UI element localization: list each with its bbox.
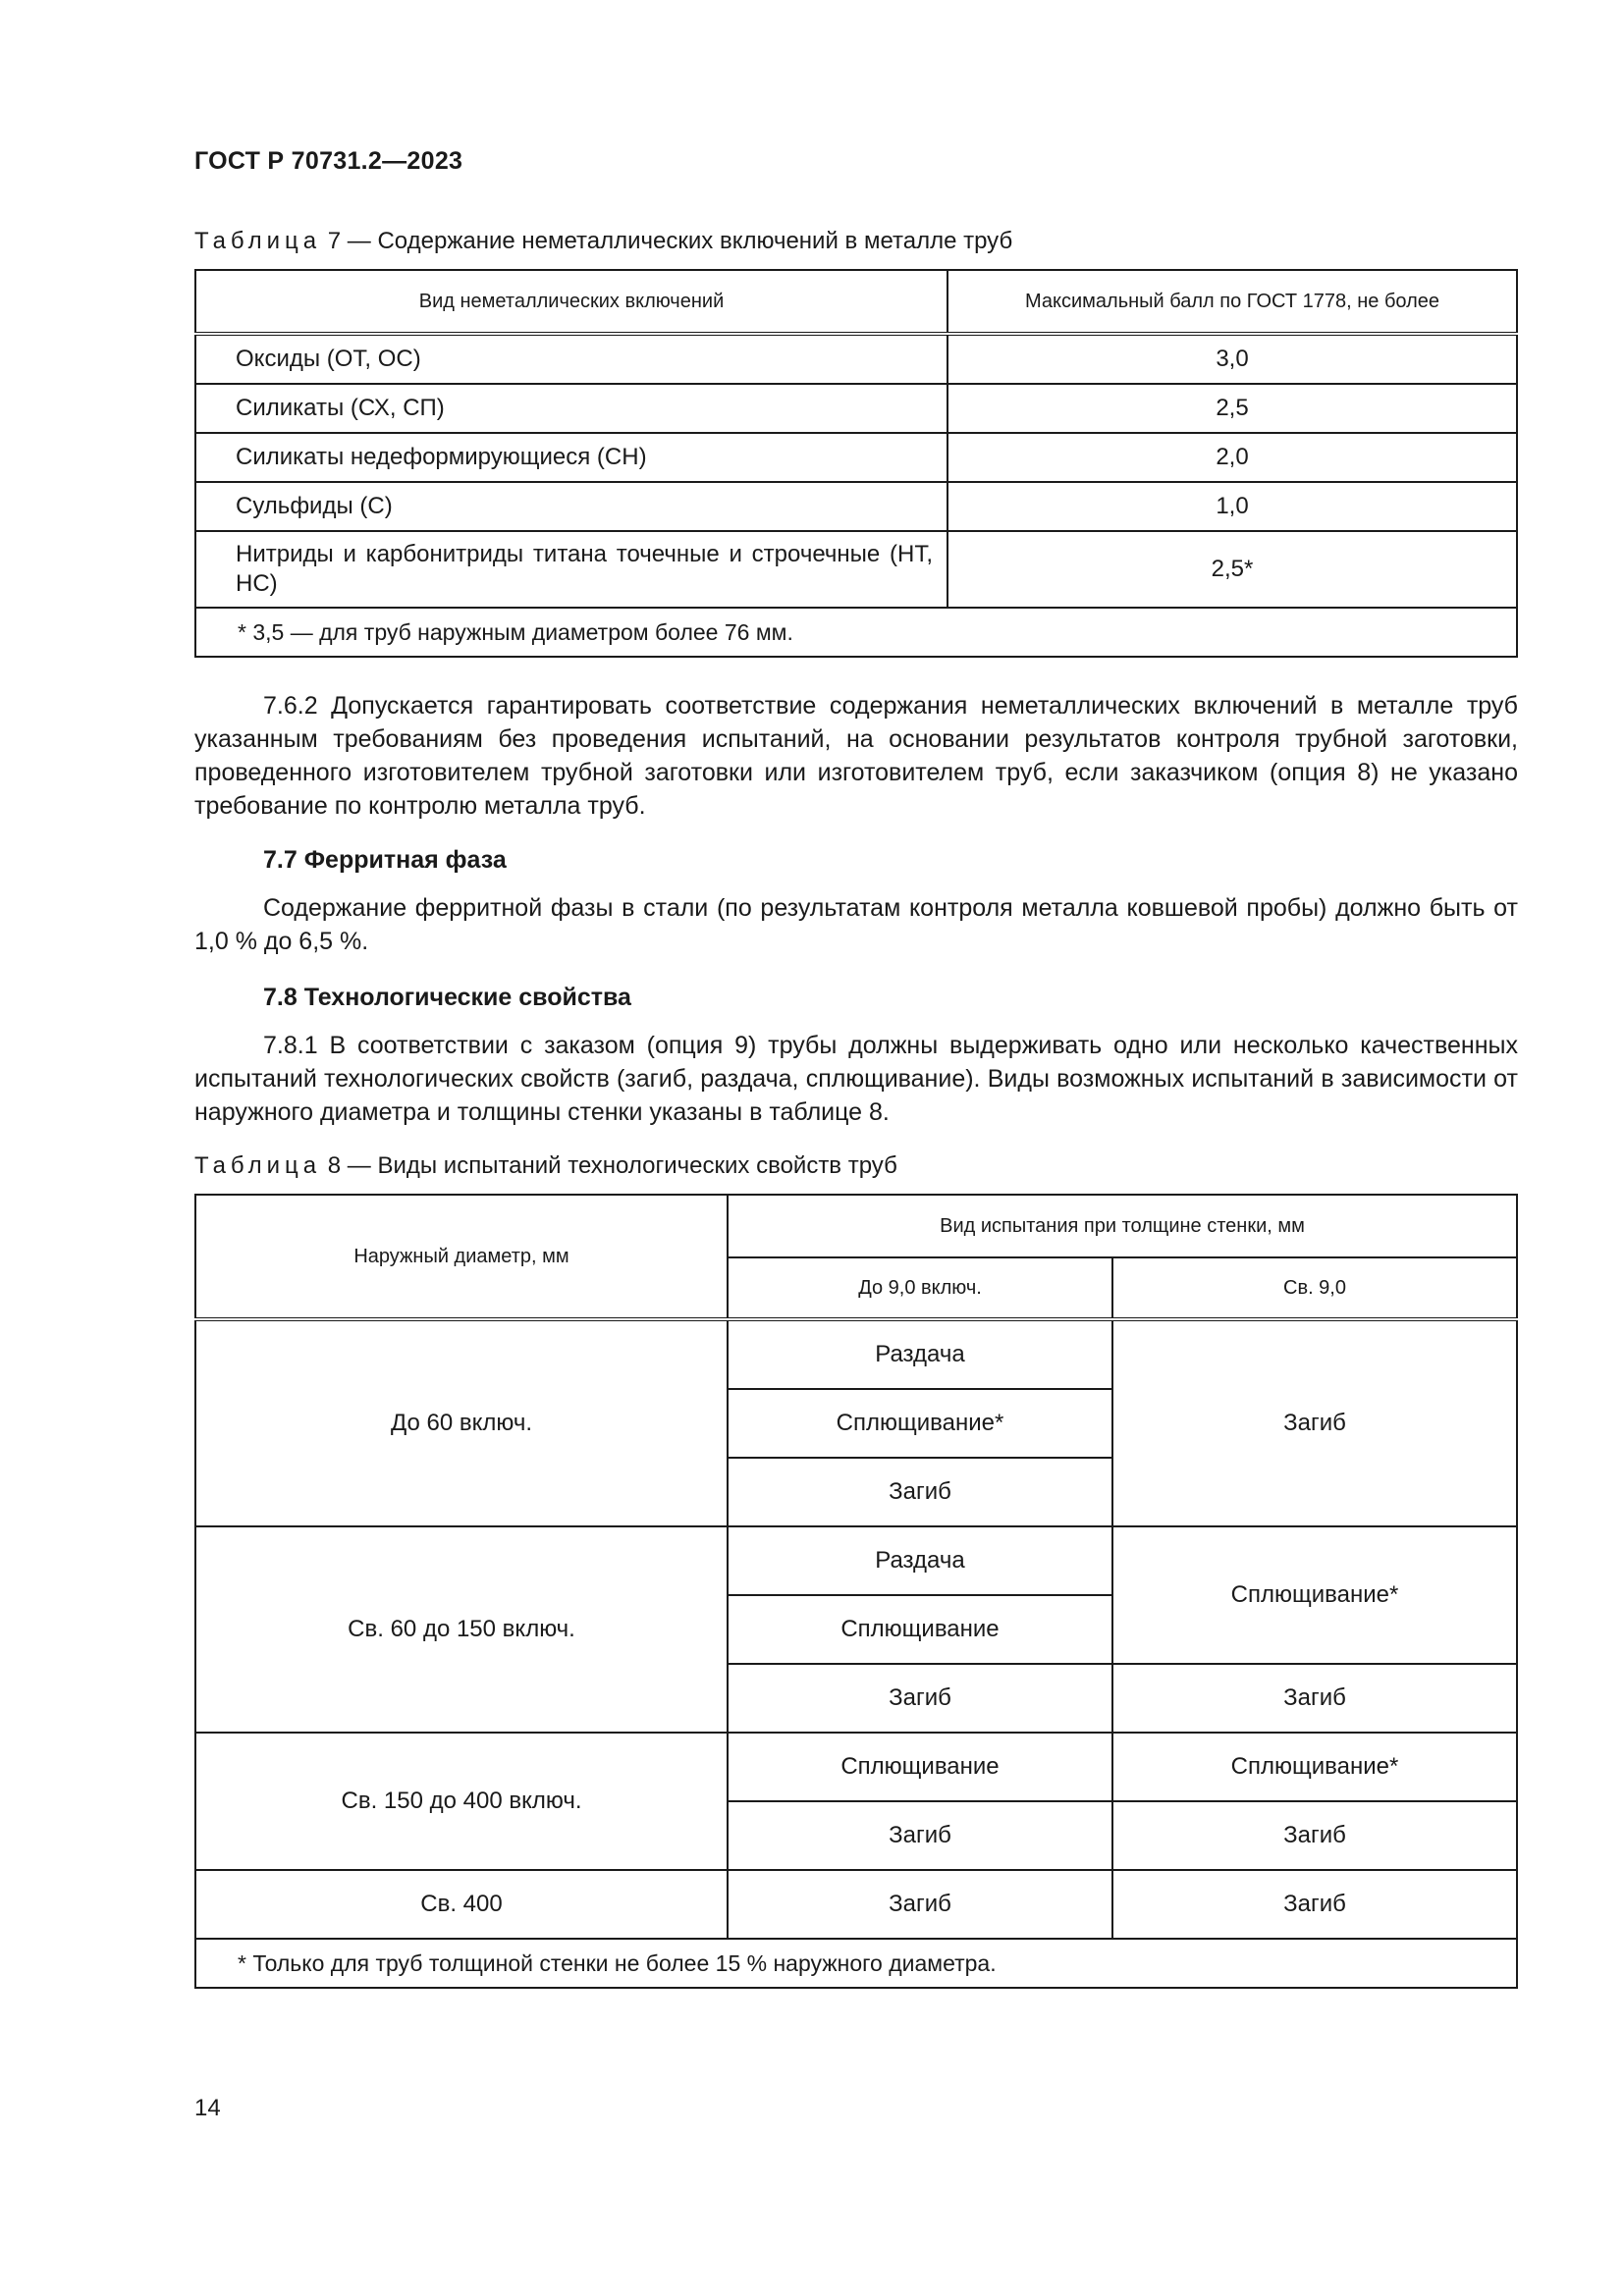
- table-row: [195, 531, 1517, 608]
- table8: [194, 1194, 1518, 1989]
- table8-cell-thick: Загиб: [1112, 1319, 1517, 1526]
- table-row: [195, 433, 1517, 482]
- table7-cell-value: 2,5*: [947, 531, 1517, 608]
- table8-header-thin: До 9,0 включ.: [728, 1257, 1112, 1319]
- table8-cell-thin: Сплющивание: [728, 1595, 1112, 1664]
- table7-cell-value: 1,0: [947, 482, 1517, 531]
- table-row: [195, 482, 1517, 531]
- table7-footnote: * 3,5 — для труб наружным диаметром более 76 мм.: [195, 608, 1517, 657]
- table8-header-test: Вид испытания при толщине стенки, мм: [728, 1195, 1517, 1257]
- table8-footnote: * Только для труб толщиной стенки не более 15 % наружного диаметра.: [195, 1939, 1517, 1988]
- document-header: ГОСТ Р 70731.2—2023: [194, 147, 463, 175]
- table8-cell-thin: Загиб: [728, 1801, 1112, 1870]
- table8-cell-thin: Сплющивание: [728, 1733, 1112, 1801]
- table8-cell-thick: Загиб: [1112, 1870, 1517, 1939]
- section-title-7-8: 7.8 Технологические свойства: [263, 984, 631, 1011]
- table-row: [195, 1319, 1517, 1389]
- table7-header-type: Вид неметаллических включений: [195, 270, 947, 334]
- table8-header-row: [195, 1195, 1517, 1257]
- table7-cell-name: Нитриды и карбонитриды титана точечные и строчечные (НТ, НС): [195, 531, 947, 608]
- table8-caption-text: 8 — Виды испытаний технологических свойств труб: [327, 1152, 897, 1179]
- section-title-7-7: 7.7 Ферритная фаза: [263, 846, 507, 874]
- page-number: 14: [194, 2095, 221, 2121]
- table7-footnote-row: [195, 608, 1517, 657]
- table8-cell-thin: Раздача: [728, 1526, 1112, 1595]
- table8-cell-thin: Загиб: [728, 1870, 1112, 1939]
- table7-caption-word: Таблица: [194, 228, 322, 254]
- table8-header-diameter: Наружный диаметр, мм: [195, 1195, 728, 1319]
- table7-cell-value: 3,0: [947, 334, 1517, 384]
- table8-footnote-row: [195, 1939, 1517, 1988]
- table-row: [195, 1733, 1517, 1801]
- table7-cell-name: Силикаты недеформирующиеся (СН): [195, 433, 947, 482]
- paragraph-7-8-1: 7.8.1 В соответствии с заказом (опция 9) трубы должны выдерживать одно или несколько качественных испытаний технологических свойств (загиб, раздача, сплющивание). Виды возможных испытаний в зависимости от наружного диаметра и толщины стенки указаны в таблице 8.: [194, 1032, 1518, 1126]
- table7-cell-value: 2,0: [947, 433, 1517, 482]
- table8-cell-thin: Сплющивание*: [728, 1389, 1112, 1458]
- table7-caption: [194, 228, 1012, 255]
- table8-cell-thin: Раздача: [728, 1319, 1112, 1389]
- table8-cell-diameter: Св. 60 до 150 включ.: [195, 1526, 728, 1733]
- table7-cell-name: Оксиды (ОТ, ОС): [195, 334, 947, 384]
- table8-cell-diameter: До 60 включ.: [195, 1319, 728, 1526]
- table8-cell-thick: Сплющивание*: [1112, 1733, 1517, 1801]
- table8-caption-word: Таблица: [194, 1152, 322, 1179]
- table-row: [195, 1526, 1517, 1595]
- table7-caption-text: 7 — Содержание неметаллических включений в металле труб: [327, 228, 1013, 254]
- table7-header-score: Максимальный балл по ГОСТ 1778, не более: [947, 270, 1517, 334]
- table8-cell-diameter: Св. 150 до 400 включ.: [195, 1733, 728, 1870]
- table8-cell-thin: Загиб: [728, 1664, 1112, 1733]
- table7-header-row: [195, 270, 1517, 334]
- paragraph-7-6-2: 7.6.2 Допускается гарантировать соответствие содержания неметаллических включений в металле труб указанным требованиям без проведения испытаний, на основании результатов контроля трубной заготовки, проведенного изготовителем трубной заготовки или изготовителем труб, если заказчиком (опция 8) не указано требование по контролю металла труб.: [194, 692, 1518, 820]
- table7-cell-name: Сульфиды (С): [195, 482, 947, 531]
- table8-header-thick: Св. 9,0: [1112, 1257, 1517, 1319]
- table8-cell-thick: Загиб: [1112, 1664, 1517, 1733]
- table-row: [195, 334, 1517, 384]
- table-row: [195, 1870, 1517, 1939]
- table8-cell-thick: Загиб: [1112, 1801, 1517, 1870]
- table8-cell-diameter: Св. 400: [195, 1870, 728, 1939]
- table8-cell-thick: Сплющивание*: [1112, 1526, 1517, 1664]
- paragraph-7-7: Содержание ферритной фазы в стали (по результатам контроля металла ковшевой пробы) должно быть от 1,0 % до 6,5 %.: [194, 894, 1518, 955]
- table7: [194, 269, 1518, 658]
- table-row: [195, 384, 1517, 433]
- table8-caption: [194, 1152, 897, 1180]
- table7-cell-name: Силикаты (СХ, СП): [195, 384, 947, 433]
- table7-cell-value: 2,5: [947, 384, 1517, 433]
- table8-cell-thin: Загиб: [728, 1458, 1112, 1526]
